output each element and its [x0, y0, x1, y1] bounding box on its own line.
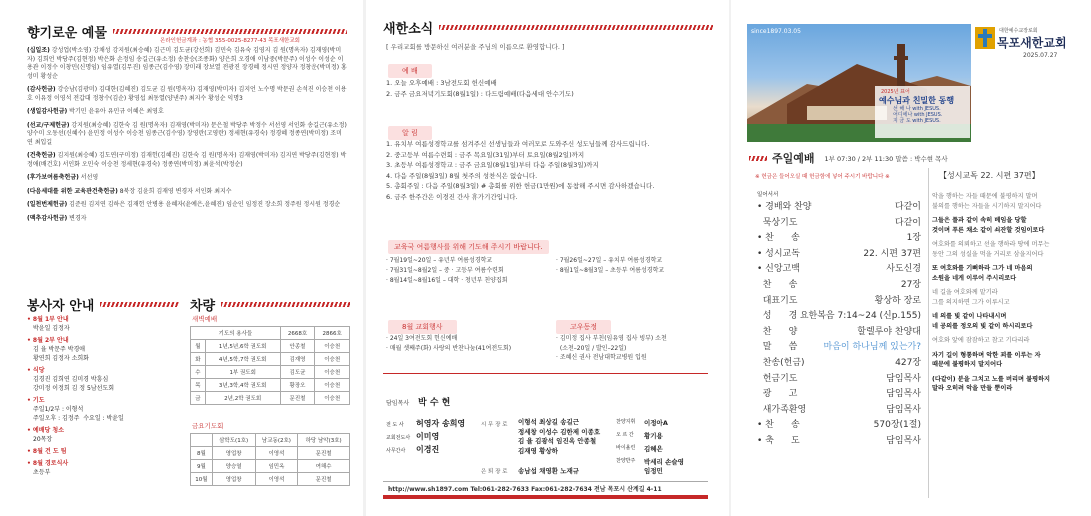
table-cell: 이승천 [315, 366, 350, 379]
list-item: 4. 다음 주일(8월3일) 8월 첫주의 성찬식은 없습니다. [386, 171, 538, 180]
list-item: · 24일 3여전도회 헌신예배 [386, 335, 458, 342]
staff-role: 전 도 사 [386, 422, 404, 428]
event-badge: 8월 교회행사 [388, 320, 457, 334]
reading-verse: 네 길을 여호와께 맡기라 그를 의지하면 그가 이루시고 [932, 289, 1010, 306]
music-staff-row [616, 418, 721, 427]
offering-category: (십일조) [27, 47, 50, 54]
table-row [191, 447, 350, 460]
slogan-box [875, 86, 970, 138]
table-cell: 황장오 [280, 379, 315, 392]
table-cell: 목 [191, 379, 206, 392]
table-cell: 문진철 [298, 473, 350, 486]
staff-list [386, 418, 481, 457]
dawn-car-table [190, 326, 350, 405]
list-item: 3. 초등부 여름성경학교 : 금주 금요일(8월1일)부터 다음 주일(8월3일)까지 [386, 161, 599, 169]
offering-names: 박기민 윤유아 유민규 이혜은 최영호 [67, 108, 164, 115]
list-item: · 매월 셋째주(화) 사랑의 반찬나눔(41여전도회) [386, 344, 512, 352]
table-cell: 이승천 [315, 379, 350, 392]
order-row [757, 372, 921, 388]
order-value: 570장(1절) [873, 420, 921, 431]
table-cell: 월 [191, 340, 206, 353]
order-item: 새가족환영 [757, 404, 807, 415]
footer-contact: http://www.sh1897.com Tel:061-282-7633 Fax:061-282-7634 전남 목포시 산계길 4-11 [388, 486, 662, 493]
condolence-list [556, 334, 721, 363]
order-row [757, 231, 921, 247]
staff-name: 이경진 [416, 445, 440, 454]
list-item: · 조혜신 권사 전남대학교병원 입원 [556, 354, 647, 361]
volunteer-role: • 8월 건 도 팀 [27, 448, 67, 455]
order-value: 27장 [900, 279, 921, 290]
offering-names: 8북장 김윤희 김재영 변경자 서인화 최지수 [117, 187, 232, 195]
table-cell: 김재영 [280, 353, 315, 366]
volunteer-item [27, 459, 177, 477]
order-row [757, 247, 921, 263]
table-header [191, 434, 350, 447]
friday-prayer-label: 금요기도회 [192, 422, 224, 430]
order-item: 성 경 [757, 311, 798, 322]
since-text: since1897.03.05 [751, 28, 801, 35]
order-item: 묵상기도 [757, 217, 798, 228]
offering-category: (일천번제헌금) [27, 201, 68, 208]
order-row [757, 434, 921, 450]
volunteer-title: 봉사자 안내 [27, 299, 95, 314]
order-item: 헌금기도 [757, 373, 798, 384]
list-item: 1. 오늘 오후예배 : 3남전도회 헌신예배 [386, 79, 497, 87]
table-cell: 4년,5학,7학 권도회 [205, 353, 280, 366]
church-name: 목포새한교회 [997, 36, 1067, 50]
order-value: 다같이 [894, 202, 921, 212]
offering-category: (생일감사헌금) [27, 108, 68, 115]
stand-note: 일어서서 [757, 192, 779, 198]
volunteer-item [27, 315, 177, 333]
reading-verse: 여호와 앞에 잠잠하고 참고 기다리라 [932, 337, 1030, 344]
offering-note: ※ 헌금은 들어오실 때 헌금함에 넣어 주시기 바랍니다 ※ [755, 174, 890, 180]
header-cell: 삼학도(1호) [212, 434, 255, 447]
heading-stripe [113, 29, 347, 34]
order-value: 담임목사 [886, 373, 921, 384]
retired-label: 은 퇴 장 로 [481, 469, 508, 475]
table-cell: 이승천 [315, 340, 350, 353]
music-staff [616, 418, 721, 479]
order-item: 말 씀 [757, 342, 798, 353]
order-item: • 신앙고백 [757, 264, 800, 275]
order-row [757, 387, 921, 403]
table-cell: 1부 권도회 [205, 366, 280, 379]
order-item: • 축 도 [757, 435, 800, 446]
volunteer-item [27, 396, 177, 423]
offering-names: 강승남(김광미) 김대한(김혜진) 김도균 김 원(명옥자) 김재영(박미자) 김지언 노수명 박문권 손석진 이승천 이용호 이유정 이영석 전갑대 정창수(김순) 황영섭 최동열(양낸주) 최지수 황성순 익명3 [27, 86, 347, 102]
volunteer-role: • 8월 1부 안내 [27, 316, 69, 323]
list-item: · 7월19일~20일 – 유년부 여름성경학교 [386, 257, 493, 264]
order-value: 담임목사 [886, 435, 921, 446]
heading-stripe [439, 25, 713, 30]
reading-verse: 또 여호와를 기뻐하라 그가 네 마음의 소원을 네게 이루어 주시리로다 [932, 265, 1033, 282]
offering-names: 서선영 [78, 174, 99, 181]
offering-item [27, 122, 347, 148]
worship-panel [731, 0, 1091, 516]
order-value: 담임목사 [886, 404, 921, 415]
table-header [191, 327, 350, 340]
music-role: 바이올린 [616, 445, 636, 451]
table-cell: 이영석 [255, 447, 298, 460]
bank-account-info: 온라인헌금계좌 : 농협 355-0025-8277-43 목포새한교회 [160, 38, 300, 44]
music-role: 찬양반주 [616, 458, 636, 464]
volunteer-list [27, 315, 177, 480]
order-row [757, 356, 921, 372]
news-panel [366, 0, 729, 516]
column-divider [928, 168, 929, 498]
order-row [757, 325, 921, 341]
slogan-text: 예수님과 친밀한 동행 [879, 96, 955, 105]
order-row [757, 340, 921, 356]
table-cell: 화 [191, 353, 206, 366]
order-item: 찬 양 [757, 326, 798, 337]
news-heading [383, 18, 713, 37]
table-cell: 1년,5년,6학 권도회 [205, 340, 280, 353]
order-row [757, 403, 921, 419]
pastor-label: 담임목사 [386, 400, 410, 407]
order-item: 광 고 [757, 389, 798, 400]
car-heading [190, 295, 350, 314]
volunteer-names: 20목장 [33, 436, 53, 443]
footer-divider [383, 481, 708, 482]
table-cell: 이영석 [255, 473, 298, 486]
volunteer-item [27, 366, 177, 393]
reading-verse: 자기 길이 형통하며 악한 꾀를 이루는 자 때문에 불평하지 말지어다 [932, 351, 1041, 368]
list-item: · 8월14일~8월16일 – 대학 · 청년부 친양집회 [386, 277, 508, 284]
staff-row [386, 444, 481, 457]
list-item: 2. 금주 금요저녁기도회(8월1일) : 다드림예배(다음세대 안수기도) [386, 89, 574, 98]
order-row [757, 278, 921, 294]
list-item: · 김미정 집사 부친(임유영 집사 빙부) 소천 [556, 335, 667, 342]
worship-news [386, 78, 716, 99]
reading-verse: 그들은 풀과 같이 속히 베임을 당할 것이며 푸른 채소 같이 쇠잔할 것임이로다 [932, 217, 1045, 234]
list-item: 6. 금주 한주간은 이경진 간사 휴가기간입니다. [386, 192, 518, 201]
music-name: 이정아A [644, 419, 668, 427]
offerings-list [27, 47, 347, 228]
elders-label: 시 무 장 로 [481, 422, 508, 428]
table-cell: 김도균 [280, 366, 315, 379]
order-value: 1장 [906, 233, 921, 244]
church-logo-icon [975, 27, 995, 49]
prayer-badge: 교육국 여름행사를 위해 기도해 주시기 바랍니다. [388, 240, 549, 254]
offering-category: (건축헌금) [27, 152, 56, 159]
order-value: 할렐루야 찬양대 [857, 326, 921, 337]
order-row [757, 309, 921, 325]
order-of-worship [757, 200, 921, 450]
reading-verse: (다같이) 분을 그치고 노를 버리며 불평하지 말라 오히려 악을 만들 뿐이라 [932, 375, 1051, 392]
table-cell: 문진철 [298, 447, 350, 460]
table-row [191, 392, 350, 405]
table-cell: 이승천 [315, 353, 350, 366]
volunteer-role: • 8월 경로식사 [27, 460, 69, 467]
slogan-sub: 선 해 나 with JESUS. 어디에나 with JESUS. 지 금 도 with JESUS. [893, 106, 943, 124]
volunteer-names: 박윤일 김정자 [33, 325, 70, 332]
music-role: 오 르 간 [616, 432, 634, 438]
order-value: 427장 [895, 357, 921, 368]
header-cell: 남교동(2호) [255, 434, 298, 447]
prayer-list-right [556, 256, 716, 276]
table-cell: 영업창 [212, 473, 255, 486]
table-cell: 임민옥 [255, 460, 298, 473]
footer-bar [383, 495, 708, 499]
worship-title: 주일예배 [772, 152, 815, 165]
table-cell: 2년,2학 권도회 [205, 392, 280, 405]
retired-elders: 송남섭 채영환 노재규 [518, 467, 580, 475]
table-row [191, 366, 350, 379]
condolence-badge: 고우동정 [556, 320, 611, 334]
order-item: 찬 송 [757, 279, 798, 290]
order-item: • 찬 송 [757, 420, 800, 431]
offering-item [27, 152, 347, 169]
volunteer-names: 김 율 박문주 박경애 황연희 김정자 소희화 [33, 346, 89, 362]
reading-verse: 네 의를 빛 같이 나타내시며 네 공의를 정오의 빛 같이 하시리로다 [932, 313, 1033, 330]
offerings-title: 향기로운 예물 [27, 26, 107, 41]
heading-stripe [100, 302, 179, 307]
staff-row [386, 418, 481, 431]
volunteer-item [27, 447, 177, 456]
order-item: • 경배와 찬양 [757, 202, 812, 212]
offering-item [27, 108, 347, 117]
offering-item [27, 188, 347, 197]
order-item: 대표기도 [757, 295, 798, 306]
elders-list: 이형석 최상길 송길근 정세창 이성수 김한제 이종호 김 율 김광석 임진옥 안종철 김재영 황상하 [518, 418, 601, 455]
music-name: 황기용 [644, 432, 663, 440]
offering-category: (맥추감사헌금) [27, 214, 68, 222]
offering-category: (후가보여름축헌금) [27, 174, 79, 181]
table-row [191, 473, 350, 486]
notice-badge: 알 림 [388, 126, 432, 140]
table-row [191, 460, 350, 473]
list-item: 5. 총회주일 : 다음 주일(8월3일) # 총회를 위한 헌금(1만원)에 동참해 주시면 감사하겠습니다. [386, 182, 655, 190]
order-row [757, 294, 921, 310]
order-value: 요한복음 7:14~24 (신p.155) [799, 311, 921, 322]
offering-item [27, 174, 347, 183]
order-value: 사도신경 [886, 264, 921, 275]
offering-names: 강성업(박소영) 강채성 강지원(최승혜) 김근미 김도균(강선희) 김민숙 김유숙 김영지 김 원(명옥자) 김재영(박미자) 김희언 박당주(김현정) 박은화 손정임 송길근(유소정) 송찬승(조종화) 양은희 오경애 이남중(박문주) 이성수 이성순 이용관 이정수 이창민(신명임) 임유열(김무진) 임종근(김수영) 장미래 장보열 전광진 장경혜 정시연 정양자 정창운(박미정) 홍성미 황성순 [27, 47, 347, 80]
volunteer-item [27, 336, 177, 363]
staff-role: 사무간사 [386, 448, 406, 454]
table-cell: 양승열 [212, 460, 255, 473]
offering-category: (선교/구제헌금) [27, 121, 70, 129]
volunteer-role: • 기도 [27, 397, 45, 404]
divider [383, 373, 708, 374]
table-row [191, 340, 350, 353]
list-item: 2. 중고등부 여름수련회 : 금주 목요일(31일)부터 토요일(8월2일)까지 [386, 150, 585, 159]
list-item: (소천–20일 / 발인–22일) [556, 344, 627, 352]
offering-names: 김지원(최승혜) 김도연(구미정) 김재헌(김혜진) 김한숙 김 원(명옥자) 김재영(박미자) 김지연 박당주(김현정) 박정애(배건호) 서인화 오민숙 이승천 정세현(유경숙) 정종연(박미정) 최윤석(박정순) [27, 152, 347, 168]
music-staff-row [616, 431, 721, 440]
order-item: • 성시교독 [757, 248, 800, 259]
music-name: 김혜은 [644, 445, 663, 453]
volunteer-role: • 식당 [27, 367, 45, 374]
reading-title: 【성시교독 22. 시편 37편】 [939, 171, 1040, 180]
table-cell: 3년,3학,4학 권도회 [205, 379, 280, 392]
volunteer-role: • 예배당 청소 [27, 427, 64, 434]
order-row [757, 262, 921, 278]
volunteer-names: 초등부 [33, 469, 51, 476]
volunteer-heading [27, 295, 179, 314]
worship-badge: 예 배 [388, 64, 432, 78]
volunteer-role: • 8월 2부 안내 [27, 337, 69, 344]
header-cell: 기도의 용사들 [191, 327, 281, 340]
order-item: • 찬 송 [757, 233, 800, 244]
offering-item [27, 215, 347, 224]
music-name: 박세리 손슬영 임정민 [644, 458, 684, 475]
list-item: 1. 유치부 여름성경학교를 섬겨주신 선생님들과 여러모로 도와주신 성도님들께 감사드립니다. [386, 140, 650, 148]
music-role: 찬양지휘 [616, 419, 636, 425]
reading-verse: 악을 행하는 자들 때문에 불평하지 말며 불의를 행하는 자들을 시기하지 말지어다 [932, 193, 1042, 210]
table-cell: 여해수 [298, 460, 350, 473]
table-cell: 영업창 [212, 447, 255, 460]
list-item: · 8월1일~8월3일 – 초등부 여름성경학교 [556, 267, 665, 274]
heading-stripe [221, 302, 350, 307]
prayer-list-left [386, 256, 556, 286]
news-title: 새한소식 [383, 22, 434, 37]
order-row [757, 200, 921, 216]
heading-stripe [749, 156, 767, 161]
staff-name: 이미영 [416, 432, 440, 441]
music-staff-row [616, 457, 721, 475]
event-list [386, 334, 551, 353]
offering-names: 변경자 [67, 214, 87, 222]
list-item: · 7월26일~27일 – 유치부 여름성경학교 [556, 257, 663, 264]
order-value: 마음이 하나님께 있는가? [823, 342, 921, 353]
welcome-text: [ 우리교회를 방문하신 여러분을 주님의 이름으로 환영합니다. ] [386, 43, 565, 51]
table-cell: 이승천 [315, 392, 350, 405]
bulletin-date: 2025.07.27 [1023, 52, 1058, 59]
volunteer-names: 주일1/2부 : 이형석 주일오후 : 김정주 수요일 : 박윤일 [33, 406, 124, 422]
staff-role: 교회전도사 [386, 435, 411, 441]
table-cell: 수 [191, 366, 206, 379]
pastor-name: 박 수 현 [418, 398, 451, 408]
denomination-text: 대한예수교장로회 [999, 28, 1038, 34]
staff-name: 허영자 송희영 [416, 419, 466, 428]
dawn-worship-label: 새벽예배 [192, 315, 218, 323]
volunteer-names: 김경진 김희연 김미경 박흥심 강미정 이정희 김 정 5남선도회 [33, 376, 114, 392]
offering-names: 강지원(최승혜) 김한숙 김 원(명옥자) 김재영(박미자) 문은철 박당주 박정수 서선영 서인화 송길근(유소정) 양수미 오동선(신혜수) 윤민정 이성수 이승천 임종근(김수영) 장영란(고영란) 정세현(유경숙) 정경혜 정종연(박미정) 조미연 최입길 [27, 121, 347, 146]
table-cell: 문진철 [280, 392, 315, 405]
car-title: 차량 [190, 299, 216, 314]
order-value: 담임목사 [886, 389, 921, 400]
table-row [191, 379, 350, 392]
order-value: 황상하 장로 [874, 295, 921, 306]
offering-item [27, 47, 347, 81]
order-item: 찬송(헌금) [757, 357, 805, 368]
music-staff-row [616, 444, 721, 453]
reading-verse: 여호와를 의뢰하고 선을 행하라 땅에 머무는 동안 그의 성실을 먹을 거리로 삼을지어다 [932, 241, 1050, 258]
order-value: 다같이 [894, 217, 921, 228]
order-row [757, 418, 921, 434]
worship-heading [749, 150, 948, 166]
offering-names: 김준원 김지연 김하은 김재헌 안병용 윤혜자(윤예은,윤혜진) 임순인 임정진 장소희 정주원 정시원 정경순 [67, 201, 341, 208]
offering-item [27, 86, 347, 103]
worship-time: 1부 07:30 / 2부 11:30 말씀 : 박수현 목사 [824, 154, 948, 163]
church-photo [747, 24, 971, 142]
header-cell: 2866호 [315, 327, 350, 340]
offering-category: (감사헌금) [27, 86, 56, 93]
staff-row [386, 431, 481, 444]
table-cell: 안종철 [280, 340, 315, 353]
list-item: · 7월31일~8월2일 – 중 · 고등부 여름수련회 [386, 267, 504, 274]
notice-list [386, 139, 721, 202]
slogan-year: 2025년 표어 [881, 89, 910, 95]
order-row [757, 216, 921, 232]
offering-item [27, 201, 347, 210]
volunteer-item [27, 426, 177, 444]
table-cell: 9월 [191, 460, 213, 473]
offering-category: (다음세대를 위한 교육관건축헌금) [27, 187, 118, 195]
table-cell: 10월 [191, 473, 213, 486]
offerings-panel [0, 0, 363, 516]
header-cell [191, 434, 213, 447]
responsive-reading [932, 192, 1082, 399]
order-value: 22. 시편 37편 [863, 248, 921, 259]
table-cell: 금 [191, 392, 206, 405]
header-cell: 하당 남악(3호) [298, 434, 350, 447]
header-cell: 2668호 [280, 327, 315, 340]
friday-car-table [190, 433, 350, 486]
table-cell: 8월 [191, 447, 213, 460]
table-row [191, 353, 350, 366]
